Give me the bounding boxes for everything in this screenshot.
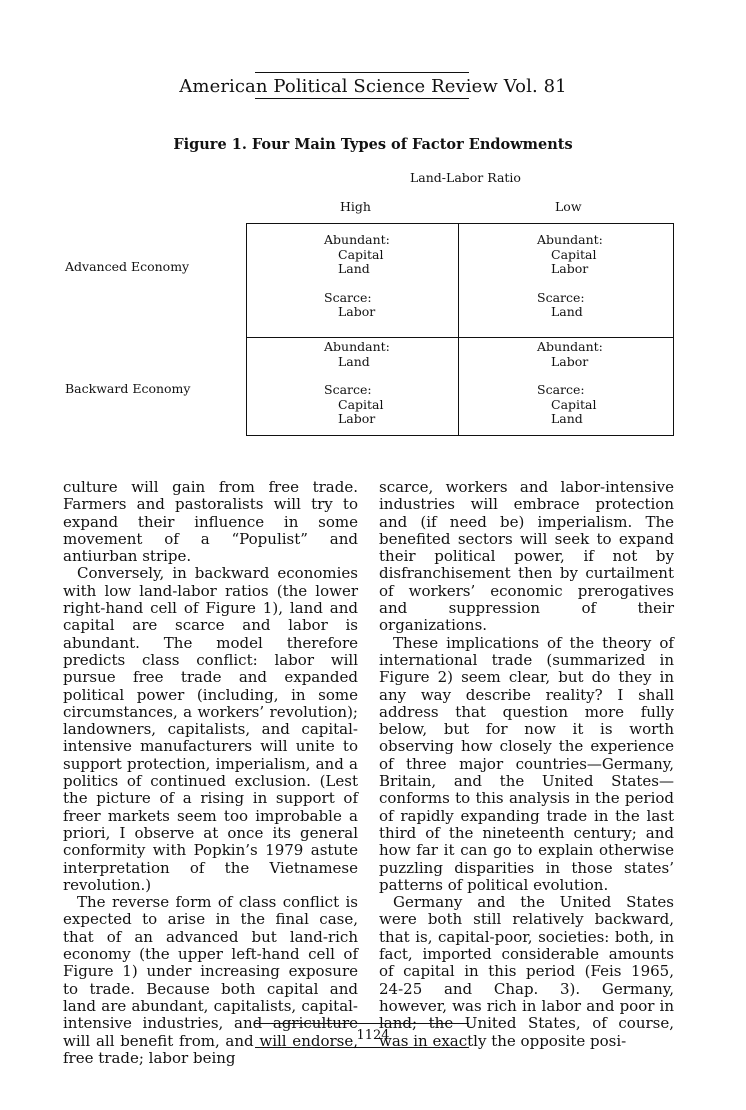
body-paragraph: Germany and the United States were both still relatively backward, that is, capital-poor, societies: both, in fact, imported considerable amounts of capital in this period (Feis 1965, 24-25 and Chap. 3). Germany, however, was rich in labor and poor in land; the United States, of course, was in exactly the opposite posi- — [379, 893, 674, 1050]
body-paragraph: culture will gain from free trade. Farmers and pastoralists will try to expand their influence in some movement of a “Populist” and antiurban stripe. — [63, 478, 358, 566]
cell-advanced-high — [324, 233, 390, 320]
scarce-label: Scarce: — [537, 289, 585, 305]
cell-backward-high — [324, 340, 390, 427]
factor-item: Land — [551, 411, 583, 426]
body-paragraph: These implications of the theory of international trade (summarized in Figure 2) seem clear, but do they in any way describe reality? I shall address that question more fully below, but for now it is worth observing how closely the experience of three major countries—Germany, Britain, and the United States—conforms to this analysis in the period of rapidly expanding trade in the last third of the nineteenth century; and how far it can go to explain otherwise puzzling disparities in those states’ patterns of political evolution. — [379, 633, 674, 894]
column-header-high: High — [340, 199, 371, 214]
cell-backward-low — [537, 340, 603, 427]
row-label-backward: Backward Economy — [65, 381, 191, 396]
cell-advanced-low — [537, 233, 603, 320]
column-header-low: Low — [555, 199, 582, 214]
abundant-label: Abundant: — [324, 339, 390, 354]
factor-item: Labor — [338, 411, 376, 426]
scarce-label: Scarce: — [537, 382, 585, 397]
footer-bottom-rule — [255, 1047, 469, 1048]
factor-endowment-grid — [246, 223, 674, 436]
factor-item: Labor — [338, 304, 376, 319]
figure-title: Figure 1. Four Main Types of Factor Endowments — [173, 136, 573, 153]
grid-horizontal-divider — [247, 337, 673, 338]
scarce-label: Scarce: — [324, 289, 372, 305]
row-label-advanced: Advanced Economy — [65, 259, 190, 274]
abundant-label: Abundant: — [537, 339, 603, 354]
footer-top-rule — [255, 1023, 469, 1024]
journal-header: American Political Science Review Vol. 81 — [179, 76, 567, 97]
scarce-label: Scarce: — [324, 382, 372, 397]
body-paragraph: scarce, workers and labor-intensive industries will embrace protection and (if need be) imperialism. The benefited sectors will seek to expand their political power, if not by disfranchisement then by curtailment of workers’ economic prerogatives and suppression of their organizations. — [379, 478, 674, 635]
factor-item: Labor — [551, 261, 589, 276]
abundant-label: Abundant: — [324, 232, 390, 247]
factor-item: Capital — [338, 396, 384, 412]
header-bottom-rule — [255, 98, 469, 99]
factor-item: Capital — [551, 246, 597, 262]
factor-item: Capital — [338, 246, 384, 262]
body-paragraph: The reverse form of class conflict is expected to arise in the final case, that of an advanced but land-rich economy (the upper left-hand cell of Figure 1) under increasing exposure to trade. Because both capital and land are abundant, capitalists, capital-intensive industries, and agriculture will all benefit from, and will endorse, free trade; labor being — [63, 893, 358, 1067]
page-number: 1124 — [356, 1028, 390, 1043]
body-column-right — [379, 479, 674, 1050]
factor-item: Land — [338, 353, 370, 369]
body-paragraph: Conversely, in backward economies with low land-labor ratios (the lower right-hand cell of Figure 1), land and capital are scarce and labor is abundant. The model therefore predicts class conflict: labor will pursue free trade and expanded political power (including, in some circumstances, a workers’ revolution); landowners, capitalists, and capital-intensive manufacturers will unite to support protection, imperialism, and a politics of continued exclusion. (Lest the picture of a rising in support of freer markets seem too improbable a priori, I observe at once its general conformity with Popkin’s 1979 astute interpretation of the Vietnamese revolution.) — [63, 564, 358, 894]
body-column-left — [63, 479, 358, 1067]
factor-item: Labor — [551, 353, 589, 369]
factor-item: Capital — [551, 396, 597, 412]
header-top-rule — [255, 72, 469, 73]
factor-item: Land — [551, 304, 583, 319]
grid-vertical-divider — [458, 224, 459, 435]
factor-item: Land — [338, 261, 370, 276]
abundant-label: Abundant: — [537, 232, 603, 247]
axis-label: Land-Labor Ratio — [410, 170, 521, 185]
